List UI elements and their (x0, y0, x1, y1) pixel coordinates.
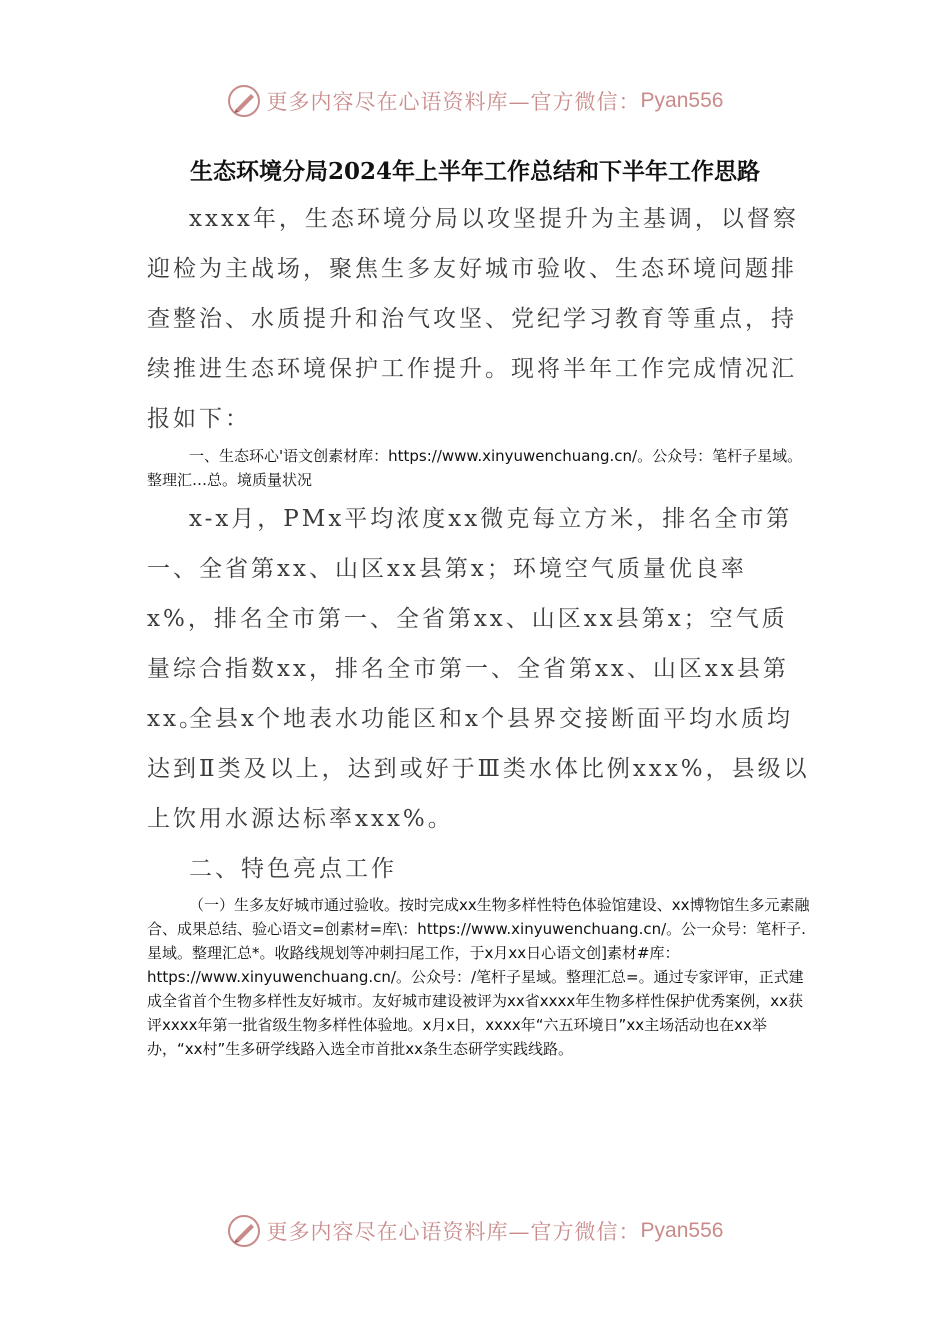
pen-logo-icon (227, 84, 261, 118)
intro-paragraph: xxxx年，生态环境分局以攻坚提升为主基调，以督察迎检为主战场，聚焦生多友好城市验收、生态环境问题排查整治、水质提升和治气攻坚、党纪学习教育等重点，持续推进生态环境保护工作提升。现将半年工作完成情况汇报如下： (147, 206, 799, 432)
pen-logo-icon (227, 1214, 261, 1248)
banner-wechat-id: Pyan556 (640, 89, 724, 112)
header-banner (0, 84, 950, 118)
banner-wechat-id: Pyan556 (640, 1219, 724, 1242)
section1-heading: 一、生态环心'语文创素材库：https://www.xinyuwenchuang.cn/。公众号：笔杆子星域。整理汇…总。境质量状况 (147, 447, 803, 489)
air-quality-paragraph: x-x月，PMx平均浓度xx微克每立方米，排名全市第一、全省第xx、山区xx县第x；环境空气质量优良率x%，排名全市第一、全省第xx、山区xx县第x；空气质量综合指数xx，排名全市第一、全省第xx、山区xx县第xx。 (147, 506, 793, 732)
footer-banner (0, 1214, 950, 1248)
water-quality-paragraph: 全县x个地表水功能区和x个县界交接断面平均水质均达到Ⅱ类及以上，达到或好于Ⅲ类水体比例xxx%，县级以上饮用水源达标率xxx%。 (147, 706, 810, 832)
document-title: 生态环境分局2024年上半年工作总结和下半年工作思路 (189, 158, 760, 185)
banner-text: 更多内容尽在心语资料库—官方微信： (266, 90, 641, 114)
sub1-paragraph: （一）生多友好城市通过验收。按时完成xx生物多样性特色体验馆建设、xx博物馆生多元素融合、成果总结、验心语文=创素材=库\：https://www.xinyuwenchuang.cn/。公一众号：笔杆子.星域。整理汇总*。收路线规划等冲刺扫尾工作，于x月xx日心语文创]素材#库：https://www.xinyuwenchuang.cn/。公众号：/笔杆子星域。整理汇总=。通过专家评审，正式建成全省首个生物多样性友好城市。友好城市建设被评为xx省xxxx年生物多样性保护优秀案例，xx获评xxxx年第一批省级生物多样性体验地。x月x日，xxxx年“六五环境日”xx主场活动也在xx举办，“xx村”生多研学线路入选全市首批xx条生态研学实践线路。 (147, 896, 810, 1058)
section2-heading: 二、特色亮点工作 (189, 856, 397, 882)
banner-text: 更多内容尽在心语资料库—官方微信： (266, 1220, 641, 1244)
